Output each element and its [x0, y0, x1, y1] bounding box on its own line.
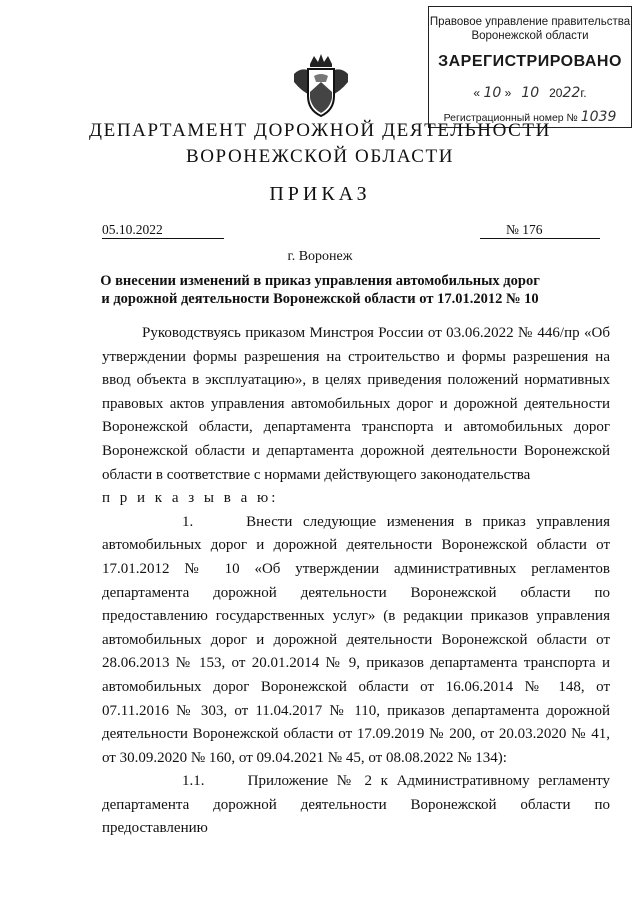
stamp-org-line2: Воронежской области — [471, 30, 589, 42]
item-1-paragraph — [102, 511, 610, 771]
document-type: ПРИКАЗ — [269, 183, 371, 205]
department-name-line1: ДЕПАРТАМЕНТ ДОРОЖНОЙ ДЕЯТЕЛЬНОСТИ — [89, 120, 551, 141]
stamp-reg-number-label: Регистрационный номер № — [443, 112, 578, 124]
order-number: № 176 — [480, 222, 600, 239]
stamp-date-year-prefix: 20 — [549, 86, 563, 100]
stamp-reg-number-value: 1039 — [580, 109, 617, 125]
stamp-date-day: 10 — [483, 85, 502, 101]
item-1-1-paragraph — [102, 770, 610, 841]
stamp-date-month: 10 — [521, 85, 540, 101]
department-name-line2: ВОРОНЕЖСКОЙ ОБЛАСТИ — [185, 146, 455, 167]
item-1-1-text: Приложение № 2 к Административному регламенту департамента дорожной деятельности Воронежской области по предоставлению — [102, 773, 611, 837]
stamp-date-year: 22 — [562, 85, 581, 101]
stamp-date: « 10 » 10 2022г. — [473, 85, 587, 101]
item-1-number: 1. — [182, 513, 194, 530]
item-1-1-number: 1.1. — [182, 773, 205, 790]
order-body — [102, 322, 610, 841]
item-1-text: Внести следующие изменения в приказ управления автомобильных дорог и дорожной деятельности Воронежской области от 17.01.2012 № 10 «Об утверждении административных регламентов департамента дорожной деятельности Воронежской области по предоставлению государственных услуг» (в редакции приказов управления автомобильных дорог и дорожной деятельности Воронежской области от 28.06.2013 № 153, от 20.01.2014 № 9, приказов департамента транспорта и автомобильных дорог Воронежской области от 16.06.2014 № 148, от 07.11.2016 № 303, от 11.04.2017 № 110, приказов департамента дорожной деятельности Воронежской области от 17.09.2019 № 200, от 20.03.2020 № 41, от 30.09.2020 № 160, от 09.04.2021 № 45, от 08.08.2022 № 134): — [102, 513, 610, 766]
registration-stamp — [428, 6, 632, 128]
order-subject: О внесении изменений в приказ управления автомобильных дорог и дорожной деятельности Воронежской области от 17.01.2012 № 10 — [100, 273, 540, 307]
preamble-paragraph: Руководствуясь приказом Минстроя России от 03.06.2022 № 446/пр «Об утверждении формы разрешения на строительство и формы разрешения на ввод объекта в эксплуатацию», в целях приведения положений нормативных правовых актов управления автомобильных дорог и дорожной деятельности Воронежской области, департамента транспорта и автомобильных дорог Воронежской области и департамента дорожной деятельности Воронежской области в соответствие с нормами действующего законодательства — [102, 325, 610, 483]
order-city: г. Воронеж — [287, 249, 353, 264]
stamp-org — [429, 15, 631, 43]
stamp-org-line1: Правовое управление правительства — [429, 16, 631, 28]
stamp-registered: ЗАРЕГИСТРИРОВАНО — [438, 53, 622, 70]
coat-of-arms-icon — [290, 52, 352, 120]
order-date: 05.10.2022 — [102, 222, 224, 239]
order-word: п р и к а з ы в а ю: — [102, 490, 279, 507]
